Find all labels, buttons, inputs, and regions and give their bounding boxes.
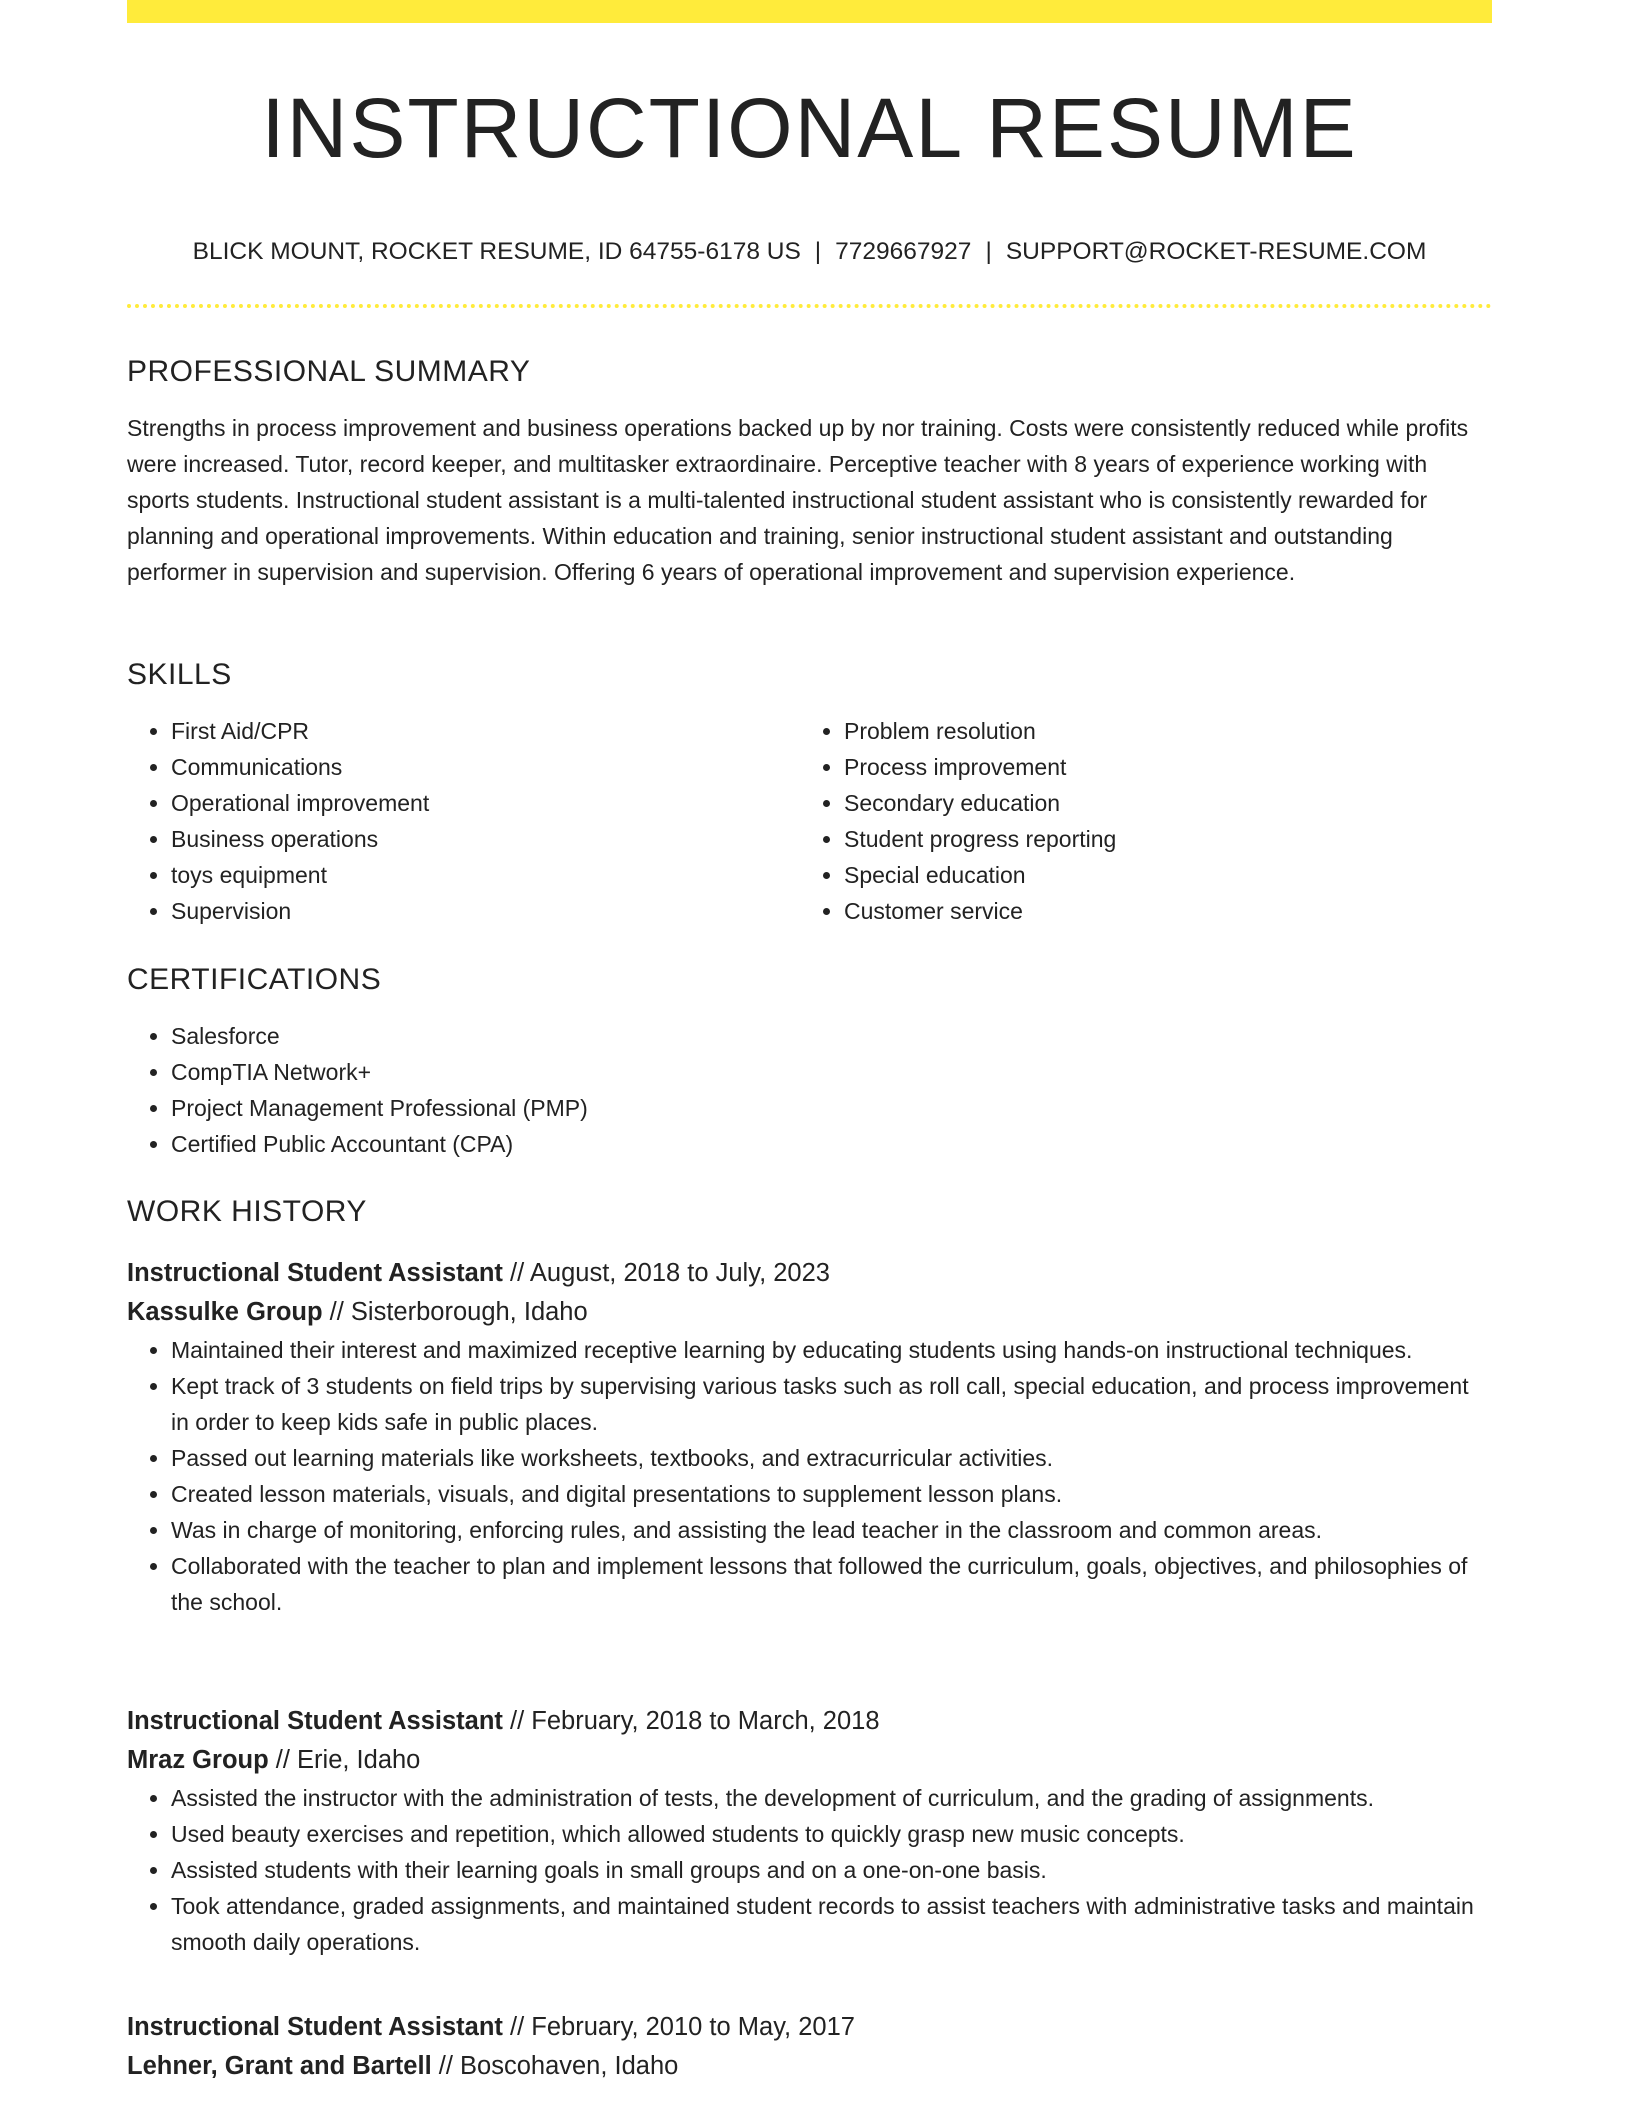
job-title-line — [127, 2008, 1492, 2047]
job-location: Sisterborough, Idaho — [350, 1298, 588, 1326]
resume-name: INSTRUCTIONAL RESUME — [261, 81, 1358, 175]
job-role: Instructional Student Assistant — [127, 1707, 503, 1735]
job-title-line — [127, 1702, 1492, 1741]
job-location: Erie, Idaho — [297, 1746, 421, 1774]
dotted-divider — [127, 304, 1492, 308]
certifications-section — [127, 960, 1492, 1162]
skills-left-column — [127, 713, 800, 929]
skills-columns — [127, 713, 1492, 929]
job-company-line — [127, 2047, 1492, 2086]
job-entry — [127, 2008, 1492, 2086]
certifications-list — [127, 1018, 1492, 1162]
job-bullet: • Used beauty exercises and repetition, which allowed students to quickly grasp new music concepts. — [171, 1816, 1492, 1852]
job-company-line — [127, 1293, 1492, 1332]
certifications-title: CERTIFICATIONS — [127, 963, 382, 996]
job-separator: // — [510, 1259, 525, 1287]
job-bullet: • Created lesson materials, visuals, and digital presentations to supplement lesson plans. — [171, 1476, 1492, 1512]
skills-left-list — [127, 713, 800, 929]
job-dates: February, 2010 to May, 2017 — [531, 2013, 855, 2041]
summary-section — [127, 352, 1492, 590]
job-bullet: • Maintained their interest and maximized receptive learning by educating students using hands-on instructional techniques. — [171, 1332, 1492, 1368]
certification-item: • Project Management Professional (PMP) — [171, 1090, 1492, 1126]
skills-section — [127, 655, 1492, 929]
work-history-section — [127, 1192, 1492, 1232]
contact-separator: | — [985, 238, 992, 265]
summary-title: PROFESSIONAL SUMMARY — [127, 355, 531, 388]
job-role: Instructional Student Assistant — [127, 1259, 503, 1287]
job-bullet: • Collaborated with the teacher to plan and implement lessons that followed the curriculum, goals, objectives, and philosophies of the school. — [171, 1548, 1492, 1620]
certification-item: • Certified Public Accountant (CPA) — [171, 1126, 1492, 1162]
job-entry — [127, 1254, 1492, 1620]
top-accent-bar — [127, 0, 1492, 23]
job-bullet: • Assisted students with their learning goals in small groups and on a one-on-one basis. — [171, 1852, 1492, 1888]
job-separator: // — [510, 1707, 525, 1735]
contact-phone: 7729667927 — [835, 238, 972, 265]
skill-item: • Special education — [844, 857, 1473, 893]
job-separator: // — [510, 2013, 525, 2041]
job-bullet: • Assisted the instructor with the administration of tests, the development of curriculum, and the grading of assignments. — [171, 1780, 1492, 1816]
job-company: Kassulke Group — [127, 1298, 323, 1326]
work-history-title: WORK HISTORY — [127, 1195, 367, 1228]
job-location: Boscohaven, Idaho — [460, 2052, 679, 2080]
skill-item: • Process improvement — [844, 749, 1473, 785]
job-entry — [127, 1702, 1492, 1960]
skill-item: • Student progress reporting — [844, 821, 1473, 857]
contact-email: SUPPORT@ROCKET-RESUME.COM — [1005, 238, 1427, 265]
certification-item: • CompTIA Network+ — [171, 1054, 1492, 1090]
skills-title: SKILLS — [127, 658, 232, 691]
job-separator: // — [329, 1298, 344, 1326]
skill-item: • Communications — [171, 749, 800, 785]
skills-right-list — [800, 713, 1473, 929]
job-dates: February, 2018 to March, 2018 — [531, 1707, 880, 1735]
job-role: Instructional Student Assistant — [127, 2013, 503, 2041]
skill-item: • Problem resolution — [844, 713, 1473, 749]
certification-item: • Salesforce — [171, 1018, 1492, 1054]
job-title-line — [127, 1254, 1492, 1293]
contact-address: BLICK MOUNT, ROCKET RESUME, ID 64755-6178 US — [192, 238, 801, 265]
job-company: Mraz Group — [127, 1746, 269, 1774]
skill-item: • First Aid/CPR — [171, 713, 800, 749]
job-bullets — [127, 1332, 1492, 1620]
contact-separator: | — [814, 238, 822, 265]
job-bullet: • Passed out learning materials like worksheets, textbooks, and extracurricular activities. — [171, 1440, 1492, 1476]
job-separator: // — [275, 1746, 290, 1774]
job-bullet: • Kept track of 3 students on field trips by supervising various tasks such as roll call, special education, and process improvement in order to keep kids safe in public places. — [171, 1368, 1492, 1440]
summary-text: Strengths in process improvement and business operations backed up by nor training. Costs were consistently reduced while profits were increased. Tutor, record keeper, and multitasker extraordinaire. Perceptive teacher with 8 years of experience working with sports students. Instructional student assistant is a multi-talented instructional student assistant who is consistently rewarded for planning and operational improvements. Within education and training, senior instructional student assistant and outstanding performer in supervision and supervision. Offering 6 years of operational improvement and supervision experience. — [127, 415, 1469, 585]
contact-line — [127, 236, 1492, 268]
skill-item: • Business operations — [171, 821, 800, 857]
job-bullet: • Took attendance, graded assignments, and maintained student records to assist teachers with administrative tasks and maintain smooth daily operations. — [171, 1888, 1492, 1960]
job-separator: // — [438, 2052, 453, 2080]
job-company: Lehner, Grant and Bartell — [127, 2052, 432, 2080]
skill-item: • Customer service — [844, 893, 1473, 929]
skills-right-column — [800, 713, 1473, 929]
skill-item: • toys equipment — [171, 857, 800, 893]
skill-item: • Supervision — [171, 893, 800, 929]
job-dates: August, 2018 to July, 2023 — [529, 1259, 830, 1287]
job-company-line — [127, 1741, 1492, 1780]
skill-item: • Operational improvement — [171, 785, 800, 821]
job-bullet: • Was in charge of monitoring, enforcing rules, and assisting the lead teacher in the classroom and common areas. — [171, 1512, 1492, 1548]
skill-item: • Secondary education — [844, 785, 1473, 821]
job-bullets — [127, 1780, 1492, 1960]
